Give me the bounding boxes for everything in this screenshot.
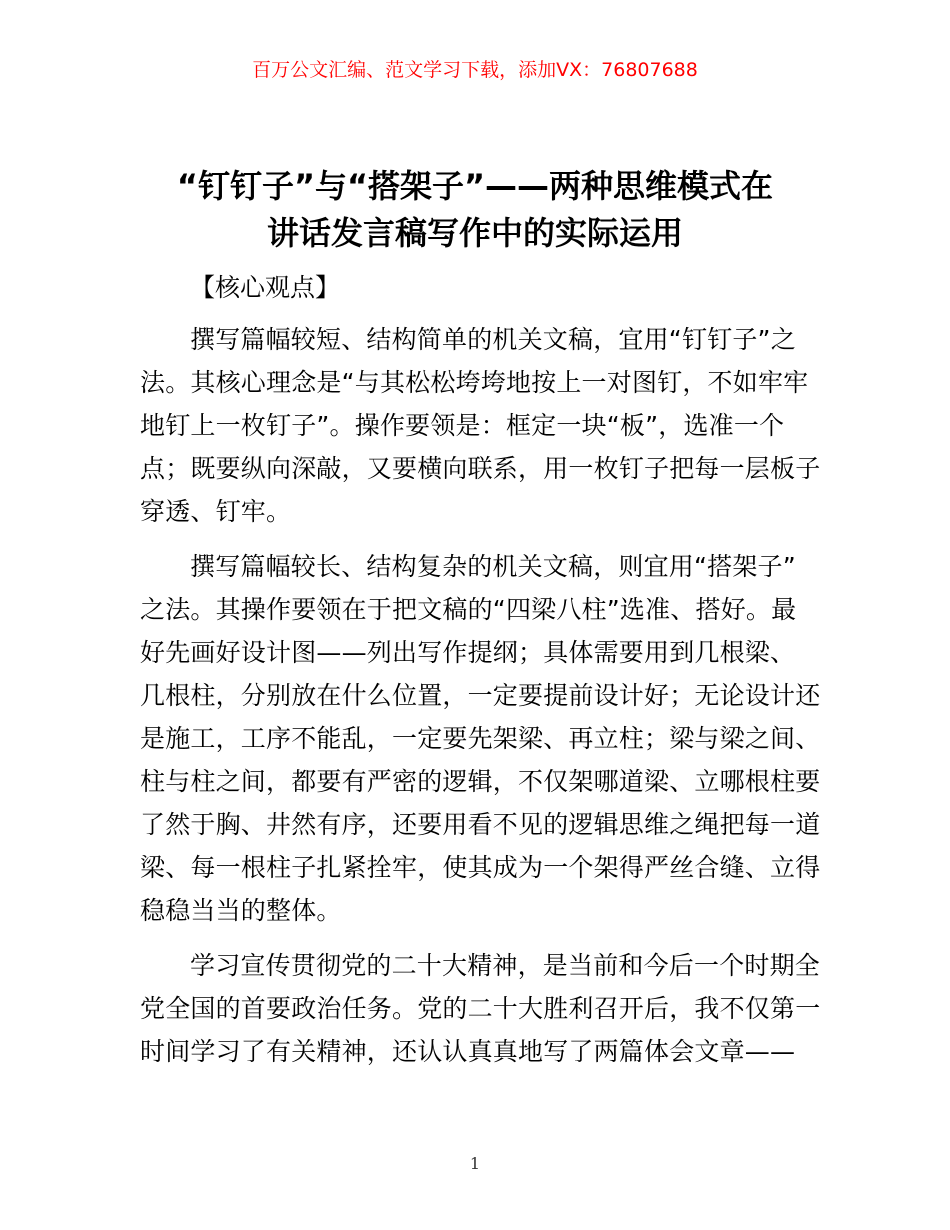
paragraph-line: 柱与柱之间，都要有严密的逻辑，不仅架哪道梁、立哪根柱要 [140,767,821,796]
paragraph-line: 撰写篇幅较长、结构复杂的机关文稿，则宜用“搭架子” [190,552,796,581]
section-heading [140,268,820,308]
page-title [100,163,850,257]
paragraph-line: 几根柱，分别放在什么位置，一定要提前设计好；无论设计还 [140,681,821,710]
title-line-1: “钉钉子”与“搭架子”——两种思维模式在 [176,167,774,205]
paragraph-line: 地钉上一枚钉子”。操作要领是：框定一块“板”，选准一个 [140,411,785,440]
paragraph-1 [140,318,821,533]
paragraph-line: 时间学习了有关精神，还认认真真地写了两篇体会文章—— [140,1037,796,1066]
paragraph-line: 梁、每一根柱子扎紧拴牢，使其成为一个架得严丝合缝、立得 [140,853,821,882]
title-line-2: 讲话发言稿写作中的实际运用 [266,214,683,252]
paragraph-line: 法。其核心理念是“与其松松垮垮地按上一对图钉，不如牢牢 [140,368,809,397]
paragraph-line: 党全国的首要政治任务。党的二十大胜利召开后，我不仅第一 [140,994,821,1023]
paragraph-line: 穿透、钉牢。 [140,497,292,526]
paragraph-line: 稳稳当当的整体。 [140,896,342,925]
paragraph-line: 了然于胸、井然有序，还要用看不见的逻辑思维之绳把每一道 [140,810,821,839]
paragraph-3 [140,944,821,1073]
paragraph-line: 学习宣传贯彻党的二十大精神，是当前和今后一个时期全 [190,951,821,980]
page-number: 1 [469,1154,481,1173]
body-text [140,318,821,1085]
paragraph-2 [140,545,821,932]
paragraph-line: 点；既要纵向深敲，又要横向联系，用一枚钉子把每一层板子 [140,454,821,483]
paragraph-line: 好先画好设计图——列出写作提纲；具体需要用到几根梁、 [140,638,796,667]
core-viewpoint-heading: 【核心观点】 [190,273,341,302]
watermark-header: 百万公文汇编、范文学习下载，添加VX：76807688 [252,59,698,81]
paragraph-line: 是施工，工序不能乱，一定要先架梁、再立柱；梁与梁之间、 [140,724,821,753]
paragraph-line: 之法。其操作要领在于把文稿的“四梁八柱”选准、搭好。最 [140,595,797,624]
paragraph-line: 撰写篇幅较短、结构简单的机关文稿，宜用“钉钉子”之 [190,325,796,354]
